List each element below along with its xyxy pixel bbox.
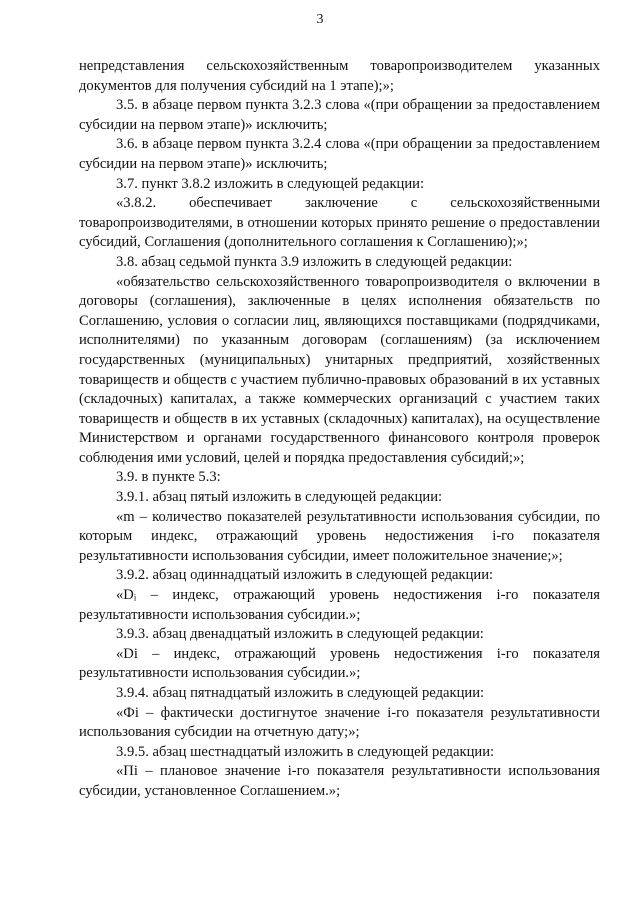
paragraph-3-5: 3.5. в абзаце первом пункта 3.2.3 слова «(при обращении за предоставлением субсидии на первом этапе)» исключить; [79, 97, 600, 133]
paragraph-3-6: 3.6. в абзаце первом пункта 3.2.4 слова «(при обращении за предоставлением субсидии на первом этапе)» исключить; [79, 136, 600, 172]
paragraph-obligation-quote: «обязательство сельскохозяйственного товаропроизводителя о включении в договоры (соглашения), заключенные в целях исполнения обязательств по Соглашению, условия о согласии лиц, являющихся поставщиками (подрядчиками, исполнителями) по указанным договорам (соглашениям) (за исключением государственных (муниципальных) унитарных предприятий, хозяйственных товариществ и обществ с участием публично-правовых образований в их уставных (складочных) капиталах, а также коммерческих организаций с участием таких товариществ и обществ в их уставных (складочных) капиталах), на осуществление Министерством и органами государственного финансового контроля проверок соблюдения ими условий, целей и порядка предоставления субсидий;»; [79, 273, 600, 466]
page-number: 3 [316, 12, 324, 27]
document-body [79, 57, 600, 802]
paragraph-3-9-1: 3.9.1. абзац пятый изложить в следующей редакции: [116, 489, 443, 506]
paragraph-3-7: 3.7. пункт 3.8.2 изложить в следующей редакции: [116, 175, 425, 192]
paragraph-3-9-4: 3.9.4. абзац пятнадцатый изложить в следующей редакции: [116, 685, 485, 701]
paragraph-3-9-3: 3.9.3. абзац двенадцатый изложить в следующей редакции: [116, 626, 484, 643]
paragraph-3-8: 3.8. абзац седьмой пункта 3.9 изложить в следующей редакции: [116, 253, 513, 270]
paragraph-fi-definition: «Фi – фактически достигнутое значение i-го показателя результативности использования субсидии на отчетную дату;»; [79, 704, 600, 741]
paragraph-3-9-5: 3.9.5. абзац шестнадцатый изложить в следующей редакции: [116, 743, 495, 760]
paragraph-di-definition-1: «Dᵢ – индекс, отражающий уровень недостижения i-го показателя результативности использования субсидии.»; [79, 587, 600, 623]
paragraph-3-9-2: 3.9.2. абзац одиннадцатый изложить в следующей редакции: [116, 567, 494, 584]
paragraph-di-definition-2: «Di – индекс, отражающий уровень недостижения i-го показателя результативности использования субсидии.»; [79, 645, 600, 682]
paragraph-continuation: непредставления сельскохозяйственным товаропроизводителем указанных документов для получения субсидий на 1 этапе);»; [79, 58, 600, 94]
paragraph-pi-definition: «Пi – плановое значение i-го показателя результативности использования субсидии, установленное Соглашением.»; [79, 763, 600, 799]
paragraph-m-definition: «m – количество показателей результативности использования субсидии, по которым индекс, отражающий уровень недостижения i-го показателя результативности использования субсидии, имеет положительное значение;»; [79, 508, 600, 564]
paragraph-3-9: 3.9. в пункте 5.3: [116, 469, 221, 486]
paragraph-3-8-2-quote: «3.8.2. обеспечивает заключение с сельскохозяйственными товаропроизводителями, в отношении которых принято решение о предоставлении субсидий, Соглашения (дополнительного соглашения к Соглашению);»; [79, 195, 600, 251]
